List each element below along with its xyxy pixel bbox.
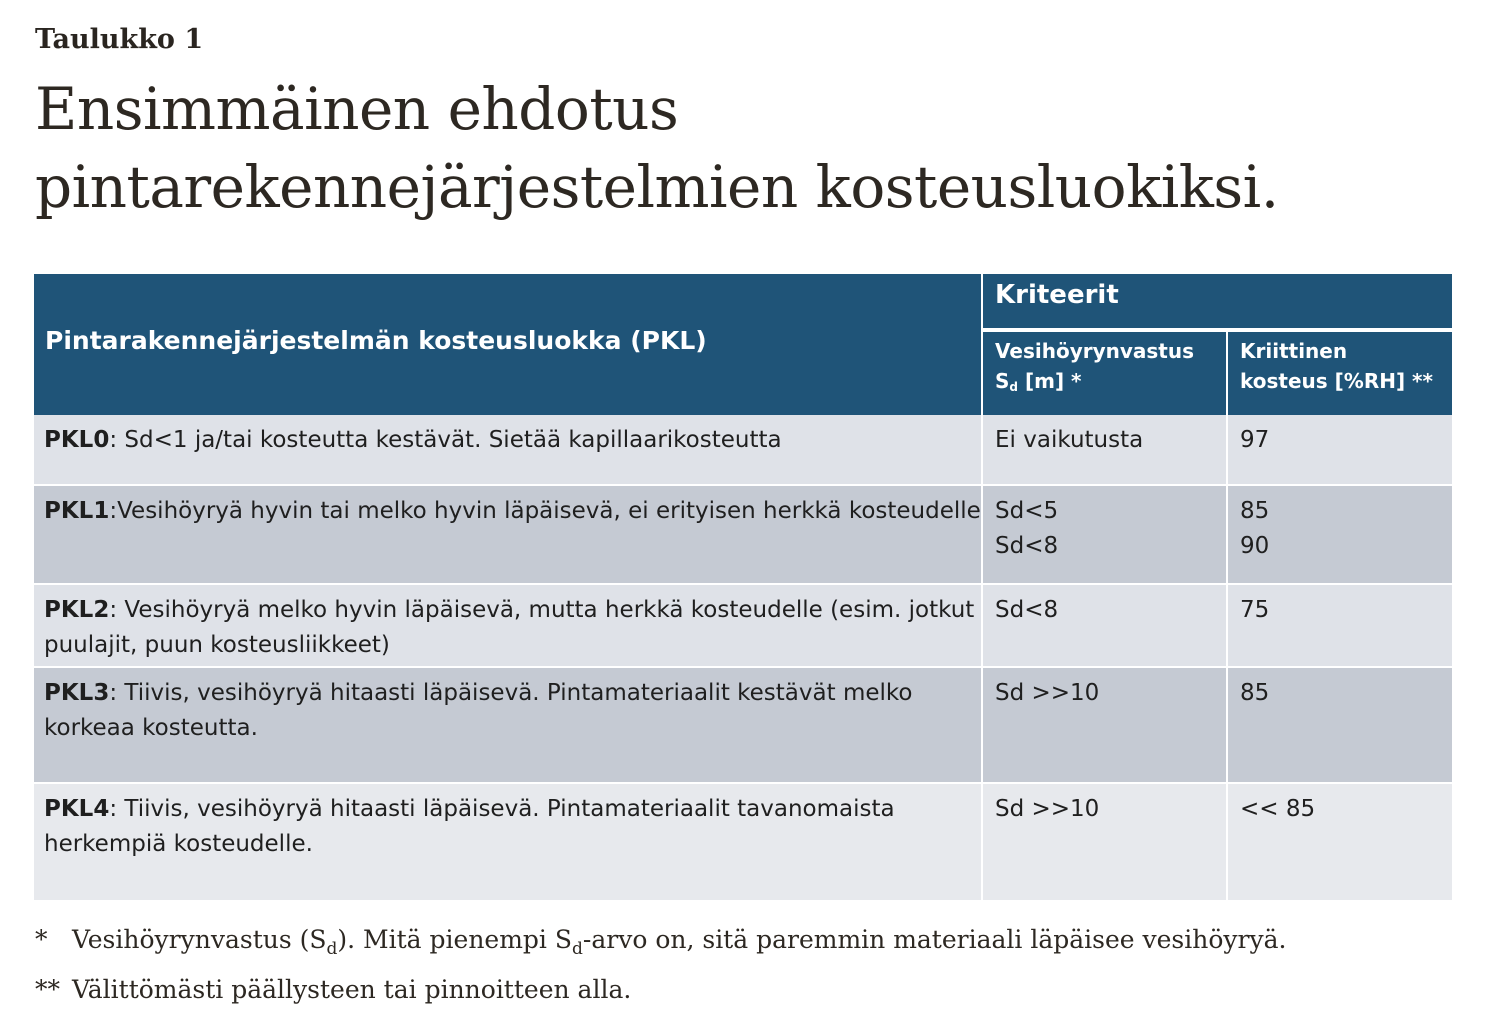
rh-value: 85: [1240, 498, 1270, 524]
class-description: : Vesihöyryä melko hyvin läpäisevä, mutta herkkä kosteudelle (esim. jotkut puulajit, puun kosteusliikkeet): [44, 597, 975, 658]
sd-value: Sd<5: [995, 498, 1059, 524]
header-vapour-resistance-line1: Vesihöyrynvastus: [995, 339, 1195, 363]
class-code: PKL3: [44, 680, 110, 706]
footnote-2-mark: **: [35, 975, 60, 1004]
class-description: :Vesihöyryä hyvin tai melko hyvin läpäisevä, ei erityisen herkkä kosteudelle: [109, 498, 981, 524]
sd-value: Sd >>10: [995, 680, 1100, 706]
footnote-1-text-b: ). Mitä pienempi S: [337, 925, 572, 954]
footnote-1-subscript: d: [326, 939, 338, 959]
class-code: PKL1: [44, 498, 110, 524]
moisture-class-table: [34, 274, 1452, 900]
sd-value-2: Sd<8: [995, 533, 1059, 559]
class-code: PKL4: [44, 796, 110, 822]
class-description: : Tiivis, vesihöyryä hitaasti läpäisevä. Pintamateriaalit tavanomaista herkempiä kosteudelle.: [44, 796, 895, 857]
sd-value: Sd >>10: [995, 796, 1100, 822]
row-rh-cell: [1228, 585, 1452, 628]
header-critical-humidity: [1228, 332, 1452, 415]
row-sd-cell: [983, 784, 1226, 827]
header-criteria-group: Kriteerit: [983, 274, 1452, 328]
header-critical-humidity-line1: Kriittinen: [1240, 339, 1348, 363]
column-divider: [1226, 415, 1228, 900]
sd-value: Ei vaikutusta: [995, 427, 1144, 453]
row-class-cell: [34, 585, 981, 663]
row-rh-cell: [1228, 415, 1452, 458]
rh-value: 97: [1240, 427, 1270, 453]
class-description: : Sd<1 ja/tai kosteutta kestävät. Sietää kapillaarikosteutta: [109, 427, 782, 453]
row-class-cell: [34, 486, 981, 529]
sd-unit: [m] *: [1018, 369, 1082, 393]
footnote-1-subscript-2: d: [572, 939, 583, 959]
row-sd-cell: [983, 415, 1226, 458]
rh-value: 75: [1240, 597, 1270, 623]
footnote-2-text: Välittömästi päällysteen tai pinnoitteen alla.: [72, 975, 632, 1004]
row-rh-cell: [1228, 486, 1452, 564]
header-vapour-resistance-line2: [995, 366, 1226, 402]
rh-value: 85: [1240, 680, 1270, 706]
row-sd-cell: [983, 668, 1226, 711]
sd-value: Sd<8: [995, 597, 1059, 623]
row-class-cell: [34, 415, 981, 458]
class-description: : Tiivis, vesihöyryä hitaasti läpäisevä. Pintamateriaalit kestävät melko korkeaa kosteutta.: [44, 680, 913, 741]
table-label: Taulukko 1: [35, 24, 204, 55]
rh-value: << 85: [1240, 796, 1316, 822]
header-vapour-resistance: [983, 332, 1226, 415]
sd-symbol: S: [995, 369, 1010, 393]
row-rh-cell: [1228, 668, 1452, 711]
footnote-1-mark: *: [35, 925, 48, 954]
row-sd-cell: [983, 585, 1226, 628]
class-code: PKL2: [44, 597, 110, 623]
row-rh-cell: [1228, 784, 1452, 827]
sd-subscript: d: [1009, 380, 1018, 394]
row-sd-cell: [983, 486, 1226, 564]
footnote-1-text-c: -arvo on, sitä paremmin materiaali läpäisee vesihöyryä.: [582, 925, 1287, 954]
header-critical-humidity-line2: kosteus [%RH] **: [1240, 369, 1433, 393]
footnote-1-text-a: Vesihöyrynvastus (S: [72, 925, 327, 954]
rh-value-2: 90: [1240, 533, 1270, 559]
class-code: PKL0: [44, 427, 110, 453]
footnote-1: [35, 925, 1286, 959]
page-title: Ensimmäinen ehdotus pintarekennejärjestelmien kosteusluokiksi.: [35, 75, 1279, 221]
header-main: Pintarakennejärjestelmän kosteusluokka (PKL): [34, 274, 981, 415]
row-class-cell: [34, 668, 981, 746]
footnote-2: [35, 975, 631, 1004]
row-class-cell: [34, 784, 981, 862]
column-divider: [981, 415, 983, 900]
